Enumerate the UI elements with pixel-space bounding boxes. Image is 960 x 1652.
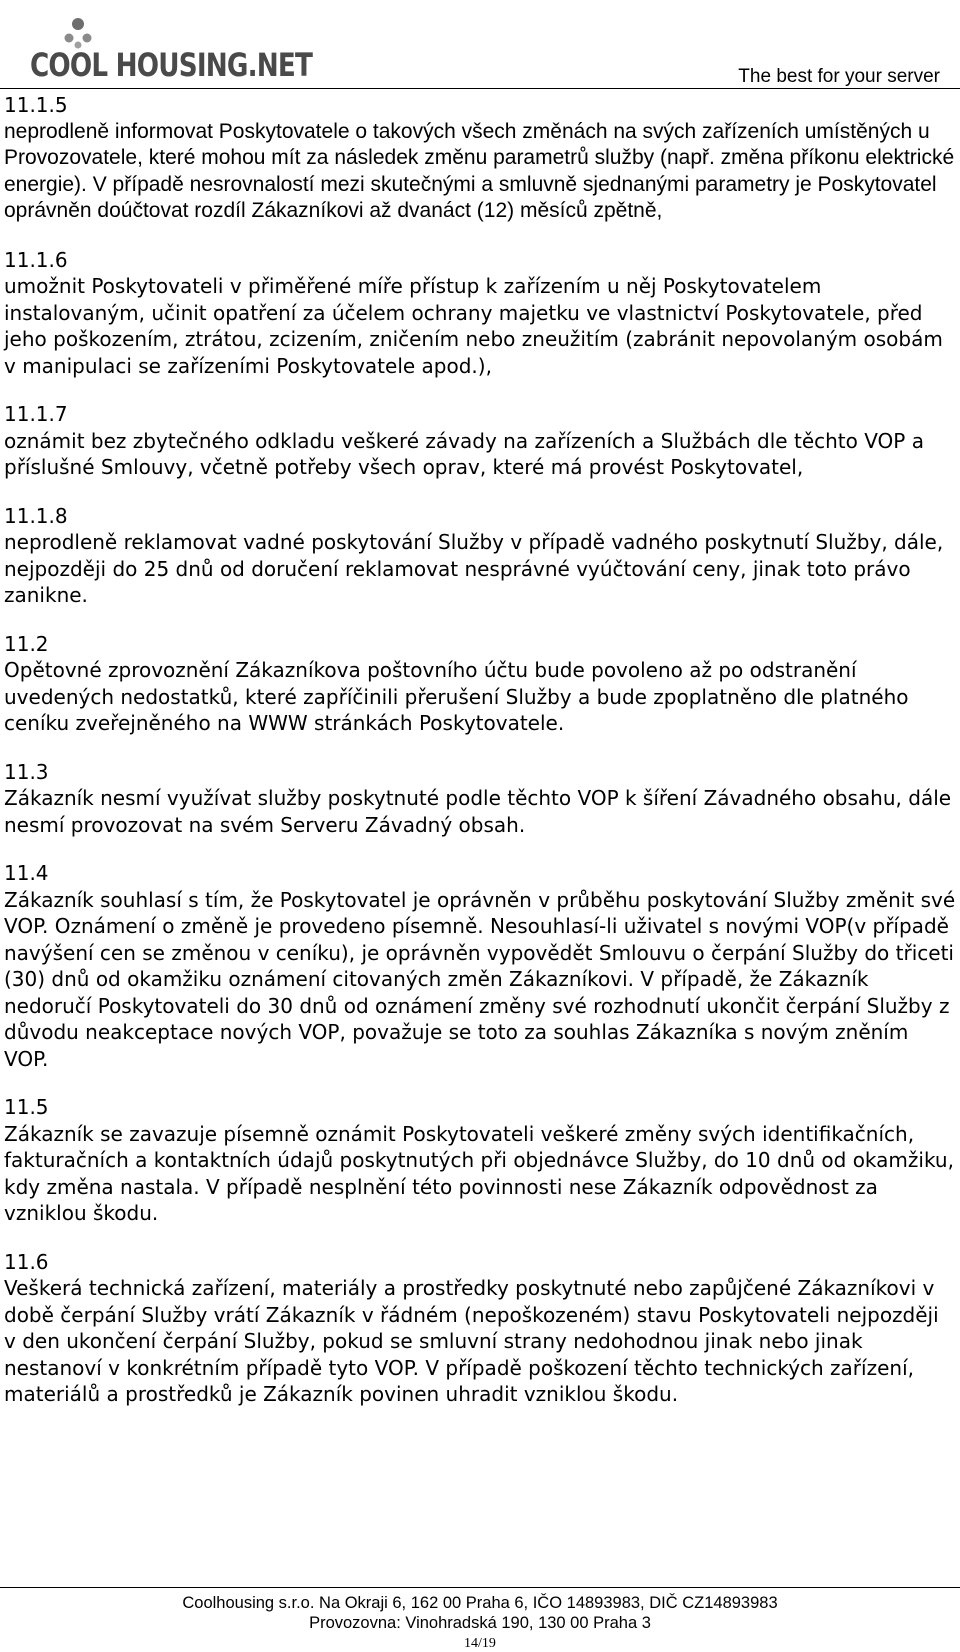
clause-text: Opětovné zprovoznění Zákazníkova poštovního účtu bude povoleno až po odstranění uvedených nedostatků, které zapříčinili přerušení Služby a bude zpoplatněno dle platného ceníku zveřejněného na WWW stránkách Poskytovatele. (4, 658, 909, 735)
clause-11-6 (4, 1249, 956, 1408)
tagline: The best for your server (738, 66, 940, 87)
clause-number: 11.1.8 (4, 503, 68, 528)
coolhousing-logo (30, 12, 313, 84)
logo-dots-icon (60, 16, 100, 50)
clause-number: 11.3 (4, 759, 49, 784)
clause-text: umožnit Poskytovateli v přiměřené míře přístup k zařízením u něj Poskytovatelem instalovaným, učinit opatření za účelem ochrany majetku ve vlastnictví Poskytovatele, před jeho poškozením, ztrátou, zcizením, zničením nebo zneužitím (zabránit nepovolaným osobám v manipulaci se zařízeními Poskytovatele apod.), (4, 274, 943, 378)
page-header (0, 0, 960, 92)
clause-11-4 (4, 860, 956, 1072)
clause-number: 11.1.7 (4, 402, 68, 426)
clause-text: neprodleně informovat Poskytovatele o takových všech změnách na svých zařízeních umístěných u Provozovatele, které mohou mít za následek změnu parametrů služby (např. změna příkonu elektrické energie). V případě nesrovnalostí mezi skutečnými a smluvně sjednanými parametry je Poskytovatel oprávněn doúčtovat rozdíl Zákazníkovi až dvanáct (12) měsíců zpětně, (4, 119, 955, 222)
footer-divider (0, 1587, 960, 1588)
clause-number: 11.1.5 (4, 93, 68, 117)
clause-11-1-5 (4, 92, 956, 225)
clause-11-5 (4, 1094, 956, 1227)
document-body (4, 92, 956, 1430)
logo-text: COOL HOUSING.NET (30, 46, 313, 84)
clause-text: Zákazník nesmí využívat služby poskytnuté podle těchto VOP k šíření Závadného obsahu, dále nesmí provozovat na svém Serveru Závadný obsah. (4, 786, 952, 837)
clause-11-1-6 (4, 247, 956, 380)
clause-text: Zákazník se zavazuje písemně oznámit Poskytovateli veškeré změny svých identifikačních, fakturačních a kontaktních údajů poskytnutých při objednávce Služby, do 10 dnů od okamžiku, kdy změna nastala. V případě nesplnění této povinnosti nese Zákazník odpovědnost za vzniklou škodu. (4, 1121, 954, 1225)
clause-11-3 (4, 759, 956, 839)
page-number: 14/19 (464, 1636, 496, 1651)
clause-text: Zákazník souhlasí s tím, že Poskytovatel je oprávněn v průběhu poskytování Služby změnit své VOP. Oznámení o změně je provedeno písemně. Nesouhlasí-li uživatel s novými VOP(v případě navýšení cen se změnou v ceníku), je oprávněn vypovědět Smlouvu o čerpání Služby do třiceti (30) dnů od okamžiku oznámení citovaných změn Zákazníkovi. V případě, že Zákazník nedoručí Poskytovateli do 30 dnů od oznámení změny své rozhodnutí ukončit čerpání Služby z důvodu neakceptace nových VOP, považuje se toto za souhlas Zákazníka s novým zněním VOP. (4, 887, 956, 1071)
clause-11-1-8 (4, 503, 956, 609)
page-footer (0, 1593, 960, 1633)
clause-11-2 (4, 631, 956, 737)
clause-number: 11.1.6 (4, 247, 68, 272)
clause-text: neprodleně reklamovat vadné poskytování Služby v případě vadného poskytnutí Služby, dále, nejpozději do 25 dnů od doručení reklamovat nesprávné vyúčtování ceny, jinak toto právo zanikne. (4, 530, 944, 607)
clause-number: 11.2 (4, 631, 49, 656)
footer-company-line: Coolhousing s.r.o. Na Okraji 6, 162 00 Praha 6, IČO 14893983, DIČ CZ14893983 (182, 1594, 778, 1612)
clause-number: 11.6 (4, 1249, 49, 1274)
footer-address-line: Provozovna: Vinohradská 190, 130 00 Praha 3 (309, 1614, 651, 1632)
header-divider (0, 88, 960, 89)
clause-11-1-7 (4, 401, 956, 481)
clause-text: oznámit bez zbytečného odkladu veškeré závady na zařízeních a Službách dle těchto VOP a příslušné Smlouvy, včetně potřeby všech oprav, které má provést Poskytovatel, (4, 428, 924, 479)
clause-number: 11.4 (4, 861, 49, 885)
clause-text: Veškerá technická zařízení, materiály a prostředky poskytnuté nebo zapůjčené Zákazníkovi v době čerpání Služby vrátí Zákazník v řádném (nepoškozeném) stavu Poskytovateli nejpozději v den ukončení čerpání Služby, pokud se smluvní strany nedohodnou jinak nebo jinak nestanoví v konkrétním případě tyto VOP. V případě poškození těchto technických zařízení, materiálů a prostředků je Zákazník povinen uhradit vzniklou škodu. (4, 1276, 939, 1406)
clause-number: 11.5 (4, 1095, 49, 1119)
